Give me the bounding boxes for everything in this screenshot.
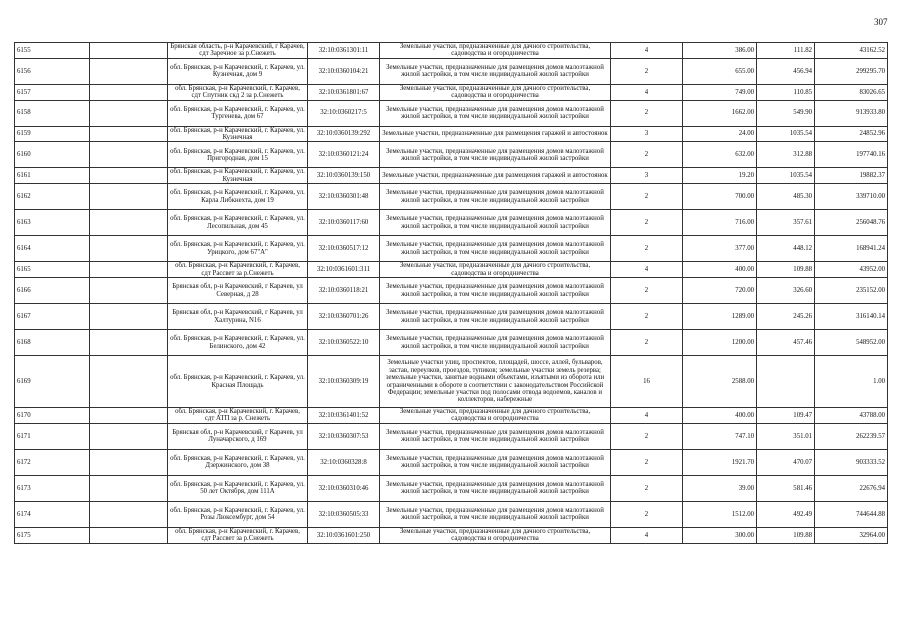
address-cell: Брянская обл, р-н Карачевский, г Карачев, ул Северная, д 28 [168,278,308,304]
address-cell: обл. Брянская, р-н Карачевский, г. Карачев, ул. Пригородная, дом 15 [168,142,308,168]
spacer-cell [90,184,168,210]
table-row [15,527,888,543]
table-row [15,304,888,330]
area-cell: 19.20 [683,168,757,184]
cadastral-value-cell: 548952.00 [815,330,888,356]
cadastral-number-cell: 32:10:0360118:21 [308,278,380,304]
specific-value-cell: 109.88 [757,262,815,278]
permitted-use-cell: Земельные участки, предназначенные для размещения домов малоэтажной жилой застройки, в том числе индивидуальной жилой застройки [380,100,611,126]
spacer-cell [90,475,168,501]
permitted-use-cell: Земельные участки, предназначенные для дачного строительства, садоводства и огородничества [380,408,611,424]
area-cell: 1662.00 [683,100,757,126]
row-number: 6166 [15,278,90,304]
use-group-cell: 2 [611,236,683,262]
permitted-use-cell: Земельные участки, предназначенные для дачного строительства, садоводства и огородничества [380,527,611,543]
cadastral-value-cell: 316140.14 [815,304,888,330]
use-group-cell: 4 [611,408,683,424]
table-row [15,43,888,59]
permitted-use-cell: Земельные участки, предназначенные для размещения домов малоэтажной жилой застройки, в том числе индивидуальной жилой застройки [380,449,611,475]
area-cell: 39.00 [683,475,757,501]
cadastral-number-cell: 32:10:0360217:5 [308,100,380,126]
table-row [15,168,888,184]
row-number: 6158 [15,100,90,126]
cadastral-number-cell: 32:10:0361801:67 [308,84,380,100]
cadastral-value-cell: 43162.52 [815,43,888,59]
cadastral-number-cell: 32:10:0360139:292 [308,126,380,142]
cadastral-value-cell: 903333.52 [815,449,888,475]
table-row [15,278,888,304]
cadastral-value-cell: 299295.70 [815,58,888,84]
spacer-cell [90,278,168,304]
cadastral-number-cell: 32:10:0360701:26 [308,304,380,330]
address-cell: обл. Брянская, р-н Карачевский, г. Карачев, ул. Розы Люксембург, дом 54 [168,501,308,527]
specific-value-cell [757,356,815,408]
table-row [15,423,888,449]
specific-value-cell: 549.90 [757,100,815,126]
row-number: 6165 [15,262,90,278]
spacer-cell [90,356,168,408]
spacer-cell [90,330,168,356]
specific-value-cell: 109.88 [757,527,815,543]
land-registry-table [14,42,888,544]
row-number: 6175 [15,527,90,543]
table-row [15,356,888,408]
permitted-use-cell: Земельные участки, предназначенные для дачного строительства, садоводства и огородничества [380,84,611,100]
use-group-cell: 2 [611,58,683,84]
use-group-cell: 2 [611,304,683,330]
spacer-cell [90,43,168,59]
use-group-cell: 3 [611,126,683,142]
cadastral-value-cell: 1.00 [815,356,888,408]
cadastral-value-cell: 22676.94 [815,475,888,501]
specific-value-cell: 326.60 [757,278,815,304]
specific-value-cell: 485.30 [757,184,815,210]
spacer-cell [90,408,168,424]
table-row [15,262,888,278]
cadastral-value-cell: 32964.00 [815,527,888,543]
cadastral-number-cell: 32:10:0360301:48 [308,184,380,210]
spacer-cell [90,501,168,527]
address-cell: обл. Брянская, р-н Карачевский, г. Карачев, сдт Рассвет за р.Снежеть [168,527,308,543]
permitted-use-cell: Земельные участки, предназначенные для размещения домов малоэтажной жилой застройки, в том числе индивидуальной жилой застройки [380,184,611,210]
area-cell: 749.00 [683,84,757,100]
cadastral-value-cell: 24852.96 [815,126,888,142]
row-number: 6174 [15,501,90,527]
area-cell: 655.00 [683,58,757,84]
area-cell: 400.00 [683,262,757,278]
permitted-use-cell: Земельные участки, предназначенные для дачного строительства, садоводства и огородничества [380,43,611,59]
permitted-use-cell: Земельные участки, предназначенные для размещения домов малоэтажной жилой застройки, в том числе индивидуальной жилой застройки [380,278,611,304]
cadastral-value-cell: 168941.24 [815,236,888,262]
cadastral-number-cell: 32:10:0360505:33 [308,501,380,527]
permitted-use-cell: Земельные участки, предназначенные для размещения домов малоэтажной жилой застройки, в том числе индивидуальной жилой застройки [380,475,611,501]
specific-value-cell: 456.94 [757,58,815,84]
row-number: 6163 [15,210,90,236]
specific-value-cell: 357.61 [757,210,815,236]
address-cell: обл. Брянская, р-н Карачевский, г. Карачев, ул. Кузнечная, дом 9 [168,58,308,84]
cadastral-value-cell: 744644.88 [815,501,888,527]
area-cell: 716.00 [683,210,757,236]
cadastral-value-cell: 43788.00 [815,408,888,424]
spacer-cell [90,423,168,449]
row-number: 6167 [15,304,90,330]
permitted-use-cell: Земельные участки, предназначенные для размещения домов малоэтажной жилой застройки, в том числе индивидуальной жилой застройки [380,330,611,356]
permitted-use-cell: Земельные участки, предназначенные для дачного строительства, садоводства и огородничества [380,262,611,278]
table-row [15,408,888,424]
row-number: 6160 [15,142,90,168]
cadastral-number-cell: 32:10:0360121:24 [308,142,380,168]
cadastral-number-cell: 32:10:0360309:19 [308,356,380,408]
row-number: 6159 [15,126,90,142]
row-number: 6161 [15,168,90,184]
specific-value-cell: 110.85 [757,84,815,100]
row-number: 6170 [15,408,90,424]
cadastral-number-cell: 32:10:0360104:21 [308,58,380,84]
table-row [15,449,888,475]
use-group-cell: 4 [611,43,683,59]
address-cell: обл. Брянская, р-н Карачевский, г. Карачев, ул. Карла Либкнехта, дом 19 [168,184,308,210]
use-group-cell: 2 [611,449,683,475]
use-group-cell: 4 [611,262,683,278]
table-row [15,126,888,142]
cadastral-value-cell: 197740.16 [815,142,888,168]
cadastral-value-cell: 256048.76 [815,210,888,236]
address-cell: обл. Брянская, р-н Карачевский, г. Карачев, ул. Дзержинского, дом 38 [168,449,308,475]
cadastral-value-cell: 262239.57 [815,423,888,449]
address-cell: обл. Брянская, р-н Карачевский, г. Карачев, ул. Кузнечная [168,126,308,142]
spacer-cell [90,527,168,543]
permitted-use-cell: Земельные участки, предназначенные для размещения домов малоэтажной жилой застройки, в том числе индивидуальной жилой застройки [380,210,611,236]
area-cell: 24.00 [683,126,757,142]
spacer-cell [90,304,168,330]
specific-value-cell: 470.07 [757,449,815,475]
area-cell: 377.00 [683,236,757,262]
permitted-use-cell: Земельные участки, предназначенные для размещения домов малоэтажной жилой застройки, в том числе индивидуальной жилой застройки [380,423,611,449]
use-group-cell: 2 [611,142,683,168]
address-cell: обл. Брянская, р-н Карачевский, г. Карачев, ул. Урицкого, дом 67"А" [168,236,308,262]
address-cell: обл. Брянская, р-н Карачевский, г. Карачев, ул. Кузнечная [168,168,308,184]
row-number: 6164 [15,236,90,262]
specific-value-cell: 109.47 [757,408,815,424]
area-cell: 747.10 [683,423,757,449]
cadastral-number-cell: 32:10:0361301:11 [308,43,380,59]
use-group-cell: 3 [611,168,683,184]
spacer-cell [90,236,168,262]
cadastral-value-cell: 235152.00 [815,278,888,304]
address-cell: обл. Брянская, р-н Карачевский, г. Карачев, ул. Красная Площадь [168,356,308,408]
address-cell: Брянская обл, р-н Карачевский, г Карачев, ул Халтурина, N16 [168,304,308,330]
use-group-cell: 2 [611,330,683,356]
specific-value-cell: 581.46 [757,475,815,501]
row-number: 6169 [15,356,90,408]
table-row [15,84,888,100]
cadastral-value-cell: 339710.00 [815,184,888,210]
use-group-cell: 4 [611,84,683,100]
address-cell: Брянская обл, р-н Карачевский, г Карачев, ул Луначарского, д 169 [168,423,308,449]
cadastral-number-cell: 32:10:0360117:60 [308,210,380,236]
cadastral-number-cell: 32:10:0360328:8 [308,449,380,475]
address-cell: обл. Брянская, р-н Карачевский, г. Карачев, сдт АТП за р. Снежеть [168,408,308,424]
table-row [15,236,888,262]
specific-value-cell: 448.12 [757,236,815,262]
specific-value-cell: 245.26 [757,304,815,330]
spacer-cell [90,58,168,84]
address-cell: обл. Брянская, р-н Карачевский, г. Карачев, сдт Спутник скд 2 за р.Снежеть [168,84,308,100]
specific-value-cell: 111.82 [757,43,815,59]
cadastral-value-cell: 913933.80 [815,100,888,126]
permitted-use-cell: Земельные участки улиц, проспектов, площадей, шоссе, аллей, бульваров, застав, переулков, проездов, тупиков; земельные участки земель резерва; земельные участки, занятые водными объектами, изъятыми из оборота или ограниченными в обороте в соответствии с законодательством Российской Федерации; земельные участки под полосами отвода водоемов, каналов и коллекторов, набережные [380,356,611,408]
cadastral-number-cell: 32:10:0360310:46 [308,475,380,501]
row-number: 6172 [15,449,90,475]
spacer-cell [90,168,168,184]
area-cell: 720.00 [683,278,757,304]
area-cell: 1200.00 [683,330,757,356]
spacer-cell [90,100,168,126]
use-group-cell: 2 [611,278,683,304]
address-cell: обл. Брянская, р-н Карачевский, г. Карачев, сдт Рассвет за р.Снежеть [168,262,308,278]
specific-value-cell: 492.49 [757,501,815,527]
row-number: 6156 [15,58,90,84]
specific-value-cell: 1035.54 [757,168,815,184]
cadastral-value-cell: 19882.37 [815,168,888,184]
area-cell: 300.00 [683,527,757,543]
specific-value-cell: 457.46 [757,330,815,356]
spacer-cell [90,449,168,475]
table-row [15,501,888,527]
use-group-cell: 2 [611,210,683,236]
row-number: 6157 [15,84,90,100]
row-number: 6162 [15,184,90,210]
row-number: 6155 [15,43,90,59]
cadastral-number-cell: 32:10:0360139:150 [308,168,380,184]
address-cell: обл. Брянская, р-н Карачевский, г. Карачев, ул. Тургенева, дом 67 [168,100,308,126]
page-number: 307 [874,17,888,27]
area-cell: 1512.00 [683,501,757,527]
use-group-cell: 2 [611,100,683,126]
use-group-cell: 2 [611,184,683,210]
area-cell: 400.00 [683,408,757,424]
spacer-cell [90,142,168,168]
address-cell: обл. Брянская, р-н Карачевский, г. Карачев, ул. 50 лет Октября, дом 111А [168,475,308,501]
permitted-use-cell: Земельные участки, предназначенные для размещения домов малоэтажной жилой застройки, в том числе индивидуальной жилой застройки [380,236,611,262]
cadastral-value-cell: 43952.00 [815,262,888,278]
row-number: 6171 [15,423,90,449]
cadastral-number-cell: 32:10:0360522:10 [308,330,380,356]
spacer-cell [90,126,168,142]
cadastral-value-cell: 83026.65 [815,84,888,100]
cadastral-number-cell: 32:10:0361401:52 [308,408,380,424]
cadastral-number-cell: 32:10:0361601:311 [308,262,380,278]
cadastral-number-cell: 32:10:0360307:53 [308,423,380,449]
use-group-cell: 2 [611,475,683,501]
specific-value-cell: 351.01 [757,423,815,449]
table-row [15,475,888,501]
use-group-cell: 2 [611,423,683,449]
cadastral-number-cell: 32:10:0361601:250 [308,527,380,543]
spacer-cell [90,84,168,100]
permitted-use-cell: Земельные участки, предназначенные для размещения домов малоэтажной жилой застройки, в том числе индивидуальной жилой застройки [380,142,611,168]
area-cell: 700.00 [683,184,757,210]
area-cell: 1289.00 [683,304,757,330]
use-group-cell: 16 [611,356,683,408]
area-cell: 632.00 [683,142,757,168]
table-row [15,142,888,168]
table-row [15,58,888,84]
area-cell: 386.00 [683,43,757,59]
address-cell: обл. Брянская, р-н Карачевский, г. Карачев, ул. Белинского, дом 42 [168,330,308,356]
table-row [15,330,888,356]
address-cell: Брянская область, р-н Карачевский, г Карачев, сдт Заречное за р.Снежеть [168,43,308,59]
spacer-cell [90,210,168,236]
table-row [15,210,888,236]
permitted-use-cell: Земельные участки, предназначенные для размещения домов малоэтажной жилой застройки, в том числе индивидуальной жилой застройки [380,304,611,330]
use-group-cell: 2 [611,501,683,527]
row-number: 6168 [15,330,90,356]
permitted-use-cell: Земельные участки, предназначенные для размещения домов малоэтажной жилой застройки, в том числе индивидуальной жилой застройки [380,501,611,527]
address-cell: обл. Брянская, р-н Карачевский, г. Карачев, ул. Лесопильная, дом 45 [168,210,308,236]
permitted-use-cell: Земельные участки, предназначенные для размещения гаражей и автостоянок [380,168,611,184]
specific-value-cell: 1035.54 [757,126,815,142]
permitted-use-cell: Земельные участки, предназначенные для размещения гаражей и автостоянок [380,126,611,142]
area-cell: 2588.00 [683,356,757,408]
area-cell: 1921.70 [683,449,757,475]
use-group-cell: 4 [611,527,683,543]
table-row [15,100,888,126]
specific-value-cell: 312.88 [757,142,815,168]
spacer-cell [90,262,168,278]
row-number: 6173 [15,475,90,501]
cadastral-number-cell: 32:10:0360517:12 [308,236,380,262]
permitted-use-cell: Земельные участки, предназначенные для размещения домов малоэтажной жилой застройки, в том числе индивидуальной жилой застройки [380,58,611,84]
table-row [15,184,888,210]
